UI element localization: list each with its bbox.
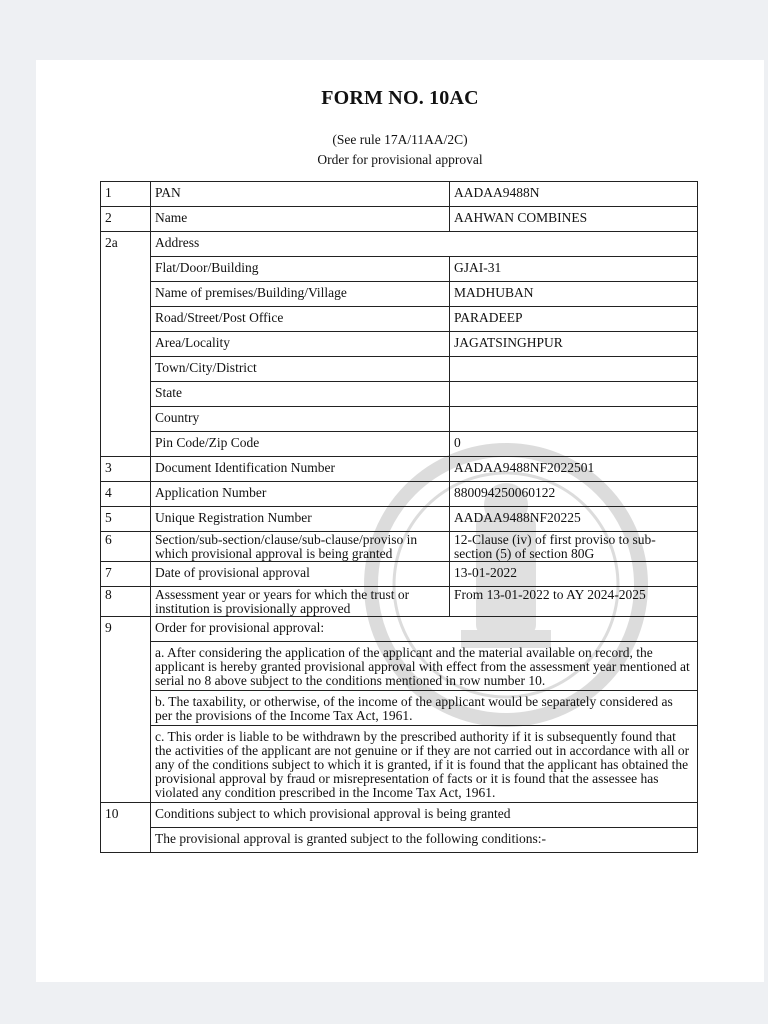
table-row — [101, 726, 698, 803]
serial-number: 2 — [101, 207, 151, 232]
field-value: 13-01-2022 — [450, 562, 698, 587]
order-clause-b: b. The taxability, or otherwise, of the income of the applicant would be separately considered as per the provisions of the Income Tax Act, 1961. — [151, 691, 698, 726]
table-row — [101, 562, 698, 587]
field-label: Document Identification Number — [151, 457, 450, 482]
table-row — [101, 307, 698, 332]
field-value: PARADEEP — [450, 307, 698, 332]
field-value — [450, 382, 698, 407]
serial-number: 5 — [101, 507, 151, 532]
table-row — [101, 357, 698, 382]
document-page — [36, 60, 764, 982]
field-value — [450, 357, 698, 382]
table-row — [101, 828, 698, 853]
table-row — [101, 803, 698, 828]
table-row — [101, 642, 698, 691]
field-value: AAHWAN COMBINES — [450, 207, 698, 232]
serial-number: 10 — [101, 803, 151, 853]
table-row — [101, 257, 698, 282]
table-row — [101, 482, 698, 507]
approval-table — [100, 181, 698, 853]
field-label: Flat/Door/Building — [151, 257, 450, 282]
table-row — [101, 691, 698, 726]
table-row — [101, 382, 698, 407]
field-value: 880094250060122 — [450, 482, 698, 507]
order-clause-a: a. After considering the application of the applicant and the material available on record, the applicant is hereby granted provisional approval with effect from the assessment year mentioned at serial no 8 above subject to the conditions mentioned in row number 10. — [151, 642, 698, 691]
serial-number: 8 — [101, 587, 151, 617]
field-value: From 13-01-2022 to AY 2024-2025 — [450, 587, 698, 617]
serial-number: 9 — [101, 617, 151, 803]
field-value: GJAI-31 — [450, 257, 698, 282]
field-label: Unique Registration Number — [151, 507, 450, 532]
serial-number: 6 — [101, 532, 151, 562]
table-row — [101, 407, 698, 432]
field-label: Application Number — [151, 482, 450, 507]
conditions-heading: Conditions subject to which provisional approval is being granted — [151, 803, 698, 828]
field-value — [450, 407, 698, 432]
table-row — [101, 232, 698, 257]
table-row — [101, 507, 698, 532]
table-row — [101, 207, 698, 232]
field-label: Road/Street/Post Office — [151, 307, 450, 332]
field-value: 12-Clause (iv) of first proviso to sub-section (5) of section 80G — [450, 532, 698, 562]
field-value: AADAA9488N — [450, 182, 698, 207]
field-label: Section/sub-section/clause/sub-clause/proviso in which provisional approval is being granted — [151, 532, 450, 562]
conditions-intro: The provisional approval is granted subject to the following conditions:- — [151, 828, 698, 853]
field-value: AADAA9488NF2022501 — [450, 457, 698, 482]
table-row — [101, 332, 698, 357]
table-row — [101, 457, 698, 482]
field-label: PAN — [151, 182, 450, 207]
serial-number: 3 — [101, 457, 151, 482]
rule-reference: (See rule 17A/11AA/2C) — [332, 132, 468, 147]
field-label: Name of premises/Building/Village — [151, 282, 450, 307]
field-label: Area/Locality — [151, 332, 450, 357]
field-value: MADHUBAN — [450, 282, 698, 307]
field-label: Pin Code/Zip Code — [151, 432, 450, 457]
order-heading: Order for provisional approval: — [151, 617, 698, 642]
table-row — [101, 282, 698, 307]
form-subtitle: Order for provisional approval — [317, 152, 483, 167]
table-row — [101, 532, 698, 562]
field-value: 0 — [450, 432, 698, 457]
table-row — [101, 587, 698, 617]
serial-number: 1 — [101, 182, 151, 207]
serial-number: 4 — [101, 482, 151, 507]
serial-number: 2a — [101, 232, 151, 457]
field-label: State — [151, 382, 450, 407]
serial-number: 7 — [101, 562, 151, 587]
field-label: Country — [151, 407, 450, 432]
form-title: FORM NO. 10AC — [321, 87, 479, 109]
table-row — [101, 182, 698, 207]
field-value: AADAA9488NF20225 — [450, 507, 698, 532]
field-label: Assessment year or years for which the trust or institution is provisionally approved — [151, 587, 450, 617]
field-label: Address — [151, 232, 698, 257]
field-label: Name — [151, 207, 450, 232]
table-row — [101, 617, 698, 642]
table-row — [101, 432, 698, 457]
field-label: Date of provisional approval — [151, 562, 450, 587]
field-value: JAGATSINGHPUR — [450, 332, 698, 357]
order-clause-c: c. This order is liable to be withdrawn by the prescribed authority if it is subsequently found that the activities of the applicant are not genuine or if they are not carried out in accordance with all or any of the conditions subject to which it is granted, if it is found that the applicant has obtained the provisional approval by fraud or misrepresentation of facts or it is found that the assessee has violated any condition prescribed in the Income Tax Act, 1961. — [151, 726, 698, 803]
field-label: Town/City/District — [151, 357, 450, 382]
